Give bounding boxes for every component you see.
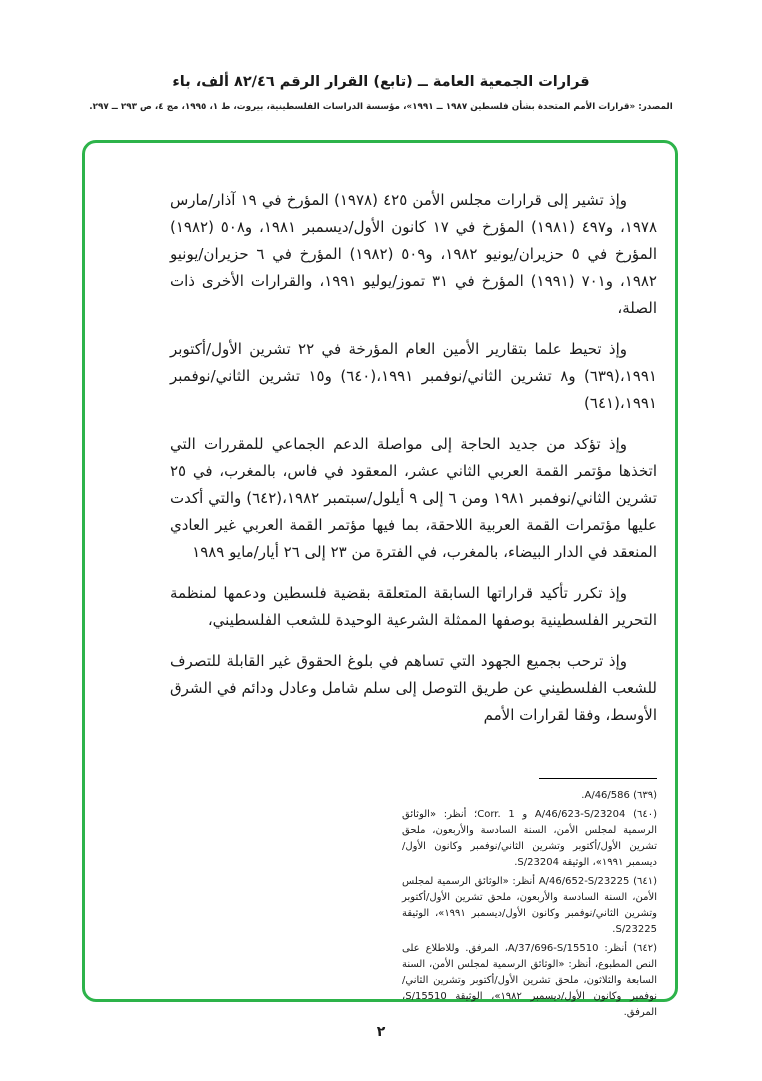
footnote-text: A/46/586.	[581, 790, 630, 801]
footnote-separator	[539, 778, 657, 779]
document-body-text	[170, 187, 657, 743]
footnote-text: أنظر: A/37/696-S/15510، المرفق. وللاطلاع على النص المطبوع، أنظر: «الوثائق الرسمية لمجلس الأمن، السنة السابعة والثلاثون، ملحق تشرين الأول/أكتوبر وتشرين الثاني/نوفمبر وكانون الأول/ديسمبر ١٩٨٢»، الوثيقة S/15510، المرفق.	[402, 943, 657, 1018]
footnote	[402, 788, 657, 804]
paragraph: وإذ ترحب بجميع الجهود التي تساهم في بلوغ الحقوق غير القابلة للتصرف للشعب الفلسطيني عن طريق التوصل إلى سلم شامل وعادل ودائم في الشرق الأوسط، وفقا لقرارات الأمم	[170, 652, 657, 724]
page-number: ٢	[376, 1024, 386, 1040]
paragraph: وإذ تكرر تأكيد قراراتها السابقة المتعلقة بقضية فلسطين ودعمها لمنظمة التحرير الفلسطينية بوصفها الممثلة الشرعية الوحيدة للشعب الفلسطيني،	[170, 584, 657, 629]
footnotes-section	[402, 778, 657, 1024]
document-border-box	[82, 140, 678, 1018]
footnote	[402, 874, 657, 938]
footnote-text: A/46/652-S/23225 أنظر: «الوثائق الرسمية لمجلس الأمن، السنة السادسة والأربعون، ملحق تشرين الأول/أكتوبر وتشرين الثاني/نوفمبر وكانون الأول/ديسمبر ١٩٩١»، الوثيقة S/23225.	[402, 876, 657, 935]
footnote-marker: (٦٤٢)	[633, 943, 657, 954]
footnote	[402, 807, 657, 871]
source-citation: المصدر: «قرارات الأمم المتحدة بشأن فلسطين ١٩٨٧ ــ ١٩٩١»، مؤسسة الدراسات الفلسطينية، بيروت، ط ١، ١٩٩٥، مج ٤، ص ٢٩٣ ــ ٢٩٧.	[89, 102, 673, 112]
page-header-title: قرارات الجمعية العامة ــ (تابع) القرار الرقم ٨٢/٤٦ ألف، باء	[172, 74, 590, 90]
paragraph: وإذ تشير إلى قرارات مجلس الأمن ٤٢٥ (١٩٧٨) المؤرخ في ١٩ آذار/مارس ١٩٧٨، و٤٩٧ (١٩٨١) المؤرخ في ١٧ كانون الأول/ديسمبر ١٩٨١، و٥٠٨ (١٩٨٢) المؤرخ في ٥ حزيران/يونيو ١٩٨٢، و٥٠٩ (١٩٨٢) المؤرخ في ٦ حزيران/يونيو ١٩٨٢، و٧٠١ (١٩٩١) المؤرخ في ٣١ تموز/يوليو ١٩٩١، والقرارات الأخرى ذات الصلة،	[170, 191, 658, 317]
footnote-marker: (٦٤١)	[633, 876, 657, 887]
footnote-marker: (٦٣٩)	[633, 790, 657, 801]
footnote	[402, 941, 657, 1021]
footnote-marker: (٦٤٠)	[633, 809, 657, 820]
paragraph: وإذ تؤكد من جديد الحاجة إلى مواصلة الدعم الجماعي للمقررات التي اتخذها مؤتمر القمة العربي الثاني عشر، المعقود في فاس، بالمغرب، في ٢٥ تشرين الثاني/نوفمبر ١٩٨١ ومن ٦ إلى ٩ أيلول/سبتمبر ١٩٨٢،(٦٤٢) والتي أكدت عليها مؤتمرات القمة العربية اللاحقة، بما فيها مؤتمر القمة العربي غير العادي المنعقد في الدار البيضاء، بالمغرب، في الفترة من ٢٣ إلى ٢٦ أيار/مايو ١٩٨٩	[170, 435, 658, 561]
paragraph: وإذ تحيط علما بتقارير الأمين العام المؤرخة في ٢٢ تشرين الأول/أكتوبر ١٩٩١،(٦٣٩) و٨ تشرين الثاني/نوفمبر ١٩٩١،(٦٤٠) و١٥ تشرين الثاني/نوفمبر ١٩٩١،(٦٤١)	[170, 340, 657, 412]
footnote-text: A/46/623-S/23204 و Corr. 1؛ أنظر: «الوثائق الرسمية لمجلس الأمن، السنة السادسة والأربعون، ملحق تشرين الأول/أكتوبر وتشرين الثاني/نوفمبر وكانون الأول/ديسمبر ١٩٩١»، الوثيقة S/23204.	[402, 809, 657, 868]
